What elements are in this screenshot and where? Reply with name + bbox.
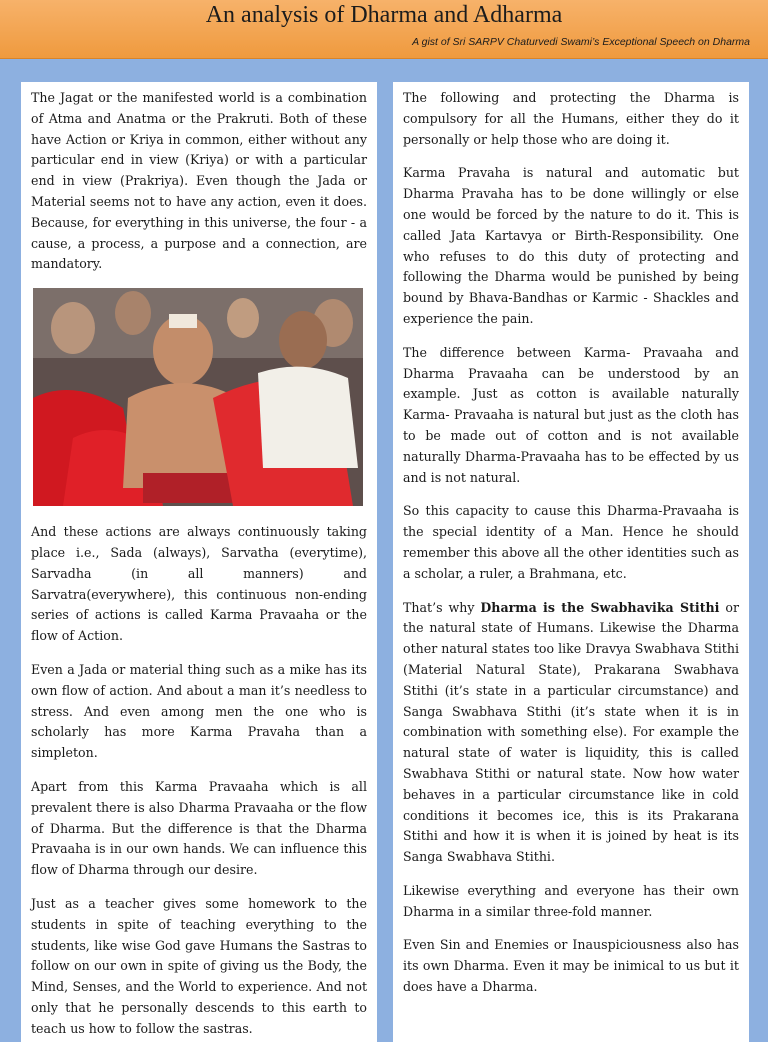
paragraph: The Jagat or the manifested world is a combination of Atma and Anatma or the Prakruti. Both of these have Action or Kriya in common, either without any particular end in view (Kriya) or with a particular end in view (Prakriya). Even though the Jada or Material seems not to have any action, even it does. Because, for everything in this universe, the four - a cause, a process, a purpose and a connection, are mandatory. bbox=[31, 90, 367, 272]
paragraph: The following and protecting the Dharma is compulsory for all the Humans, either they do it personally or help those who are doing it. bbox=[403, 90, 739, 147]
text-run: That’s why bbox=[403, 599, 481, 615]
paragraph: And these actions are always continuously taking place i.e., Sada (always), Sarvatha (everytime), Sarvadha (in all manners) and Sarvatra(everywhere), this continuous non-ending series of actions is called Karma Pravaaha or the flow of Action. bbox=[31, 524, 367, 644]
paragraph: Likewise everything and everyone has their own Dharma in a similar three-fold manner. bbox=[403, 882, 739, 919]
right-column bbox=[393, 82, 749, 1042]
text-run: or the natural state of Humans. Likewise the Dharma other natural states too like Dravya Swabhava Stithi (Material Natural State), Prakarana Swabhava Stithi (it’s state in a particular circumstance) and Sanga Swabhava Stithi (it’s state when it is in combination with something else). For example the natural state of water is liquidity, this is called Swabhava Stithi or natural state. Now how water behaves in a particular circumstance like in cold conditions it becomes ice, this is its Prakarana Stithi and how it is when it is joined by heat is its Sanga Swabhava Stithi. bbox=[403, 599, 739, 865]
paragraph: Karma Pravaha is natural and automatic but Dharma Pravaha has to be done willingly or else one would be forced by the nature to do it. This is called Jata Kartavya or Birth-Responsibility. One who refuses to do this duty of protecting and following the Dharma would be punished by being bound by Bhava-Bandhas or Karmic - Shackles and experience the pain. bbox=[403, 165, 739, 326]
page-subtitle: A gist of Sri SARPV Chaturvedi Swami’s Exceptional Speech on Dharma bbox=[412, 36, 750, 48]
paragraph: So this capacity to cause this Dharma-Pravaaha is the special identity of a Man. Hence he should remember this above all the other identities such as a scholar, a ruler, a Brahmana, etc. bbox=[403, 503, 739, 581]
paragraph: Even a Jada or material thing such as a mike has its own flow of action. And about a man it’s needless to stress. And even among men the one who is scholarly has more Karma Pravaha than a simpleton. bbox=[31, 661, 367, 761]
speaker-photo bbox=[33, 288, 363, 506]
paragraph: Just as a teacher gives some homework to the students in spite of teaching everything to the students, like wise God gave Humans the Sastras to follow on our own in spite of giving us the Body, the Mind, Senses, and the World to experience. And not only that he personally descends to this earth to teach us how to follow the sastras. bbox=[31, 895, 367, 1036]
paragraph bbox=[403, 598, 739, 868]
paragraph: Apart from this Karma Pravaaha which is all prevalent there is also Dharma Pravaaha or the flow of Dharma. But the difference is that the Dharma Pravaaha is in our own hands. We can influence this flow of Dharma through our desire. bbox=[31, 778, 367, 878]
paragraph: The difference between Karma- Pravaaha and Dharma Pravaaha can be understood by an example. Just as cotton is available naturally Karma- Pravaaha is natural but just as the cloth has to be made out of cotton and is not available naturally Dharma-Pravaaha has to be effected by us and is not natural. bbox=[403, 344, 739, 485]
header-banner bbox=[0, 0, 768, 59]
emphasis-text: Dharma is the Swabhavika Stithi bbox=[480, 599, 720, 615]
page-title: An analysis of Dharma and Adharma bbox=[205, 2, 563, 28]
paragraph: Even Sin and Enemies or Inauspiciousness also has its own Dharma. Even it may be inimical to us but it does have a Dharma. bbox=[403, 937, 739, 995]
left-column bbox=[21, 82, 377, 1042]
